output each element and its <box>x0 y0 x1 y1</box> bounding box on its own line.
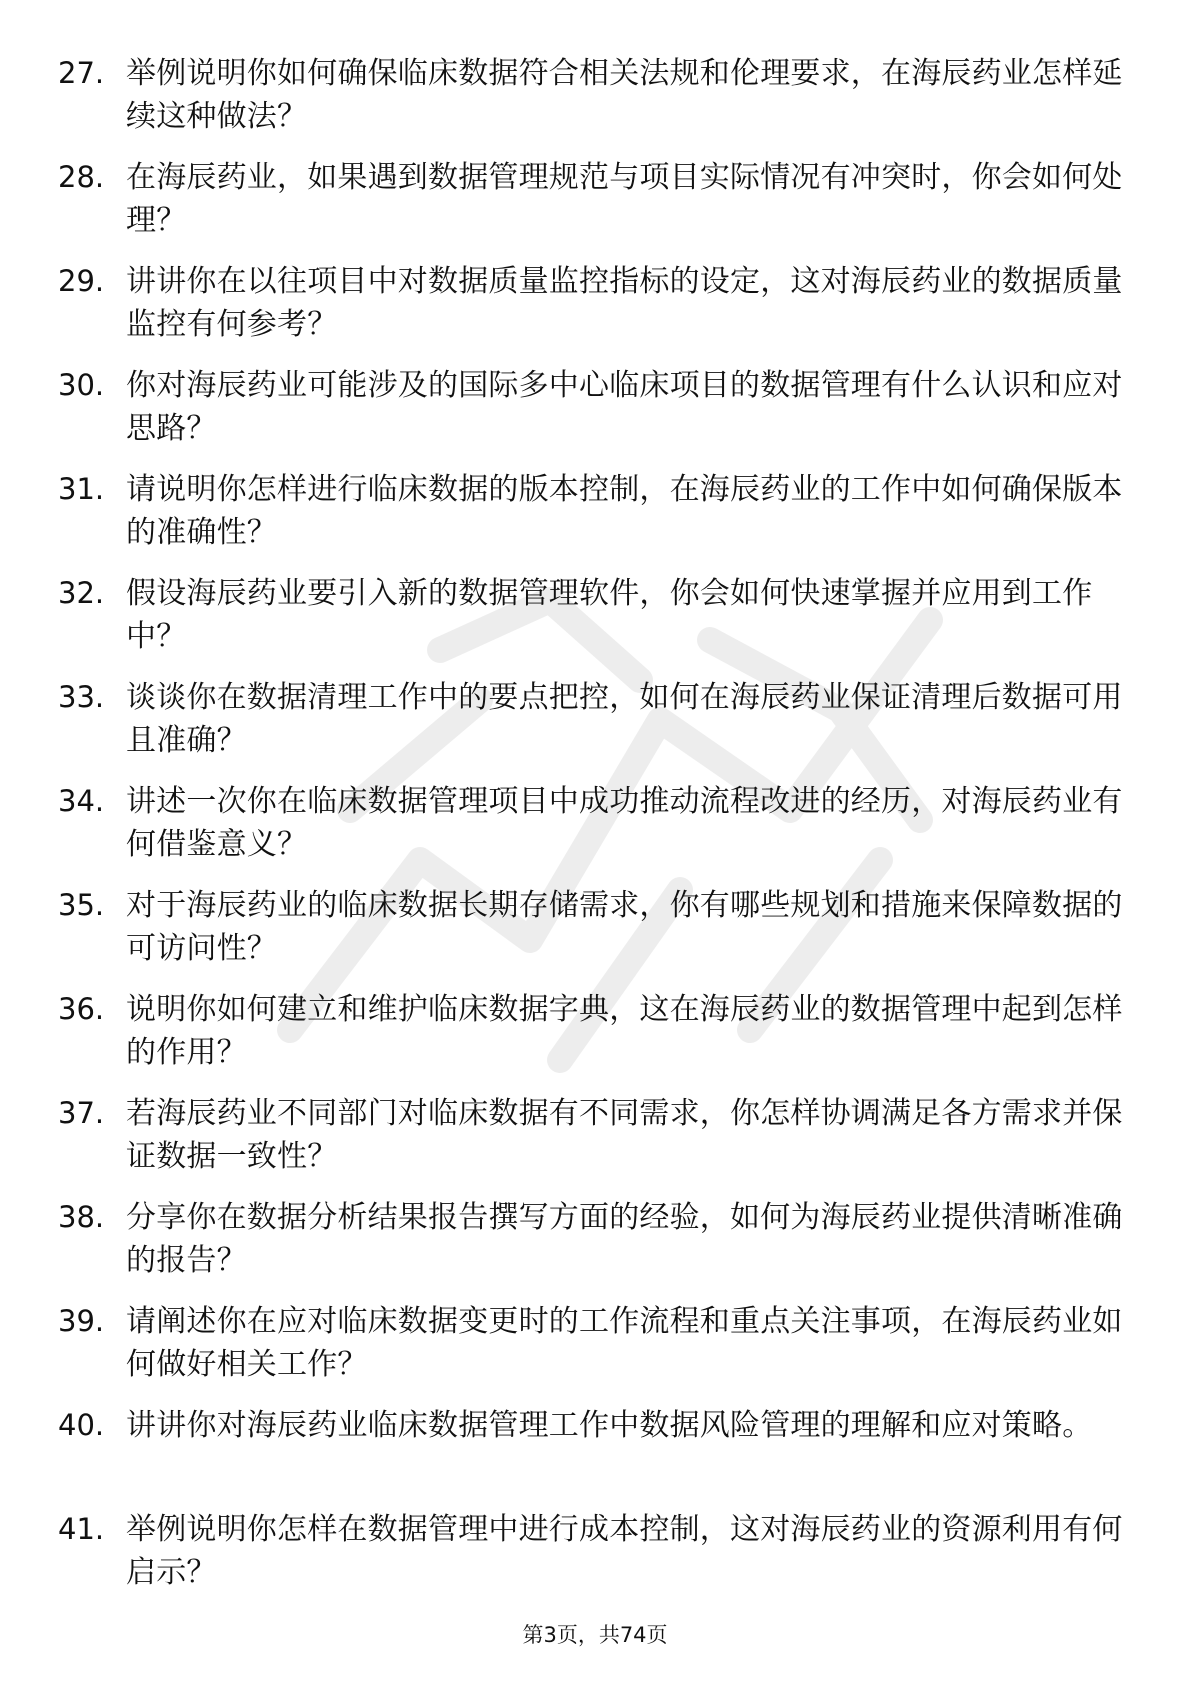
question-number: 38. <box>58 1200 105 1234</box>
question-number: 40. <box>58 1408 105 1442</box>
question-number: 36. <box>58 992 105 1026</box>
question-number: 41. <box>58 1512 105 1546</box>
question-text: 讲讲你在以往项目中对数据质量监控指标的设定，这对海辰药业的数据质量监控有何参考？ <box>126 264 1123 342</box>
question-text: 谈谈你在数据清理工作中的要点把控，如何在海辰药业保证清理后数据可用且准确？ <box>126 680 1123 758</box>
question-item-27 <box>58 52 1130 156</box>
question-number: 29. <box>58 264 105 298</box>
question-text: 讲讲你对海辰药业临床数据管理工作中数据风险管理的理解和应对策略。 <box>126 1408 1093 1443</box>
question-text: 对于海辰药业的临床数据长期存储需求，你有哪些规划和措施来保障数据的可访问性？ <box>126 888 1123 966</box>
question-text: 在海辰药业，如果遇到数据管理规范与项目实际情况有冲突时，你会如何处理？ <box>126 160 1123 238</box>
question-text: 分享你在数据分析结果报告撰写方面的经验，如何为海辰药业提供清晰准确的报告？ <box>126 1200 1123 1278</box>
question-number: 32. <box>58 576 105 610</box>
question-item-34 <box>58 780 1130 884</box>
question-item-41 <box>58 1508 1130 1612</box>
question-number: 35. <box>58 888 105 922</box>
question-number: 28. <box>58 160 105 194</box>
question-item-35 <box>58 884 1130 988</box>
question-text: 举例说明你怎样在数据管理中进行成本控制，这对海辰药业的资源利用有何启示？ <box>126 1512 1123 1590</box>
question-item-31 <box>58 468 1130 572</box>
question-item-28 <box>58 156 1130 260</box>
question-item-29 <box>58 260 1130 364</box>
question-number: 37. <box>58 1096 105 1130</box>
question-text: 说明你如何建立和维护临床数据字典，这在海辰药业的数据管理中起到怎样的作用？ <box>126 992 1123 1070</box>
question-number: 30. <box>58 368 105 402</box>
question-text: 若海辰药业不同部门对临床数据有不同需求，你怎样协调满足各方需求并保证数据一致性？ <box>126 1096 1123 1174</box>
question-text: 请阐述你在应对临床数据变更时的工作流程和重点关注事项，在海辰药业如何做好相关工作？ <box>126 1304 1123 1382</box>
question-item-32 <box>58 572 1130 676</box>
question-list <box>58 52 1130 1612</box>
question-text: 讲述一次你在临床数据管理项目中成功推动流程改进的经历，对海辰药业有何借鉴意义？ <box>126 784 1123 862</box>
question-item-37 <box>58 1092 1130 1196</box>
question-item-30 <box>58 364 1130 468</box>
question-number: 33. <box>58 680 105 714</box>
question-number: 27. <box>58 56 105 90</box>
question-item-38 <box>58 1196 1130 1300</box>
question-text: 举例说明你如何确保临床数据符合相关法规和伦理要求，在海辰药业怎样延续这种做法？ <box>126 56 1123 134</box>
question-item-40 <box>58 1404 1130 1508</box>
question-item-39 <box>58 1300 1130 1404</box>
page-number-label: 第3页，共74页 <box>522 1623 668 1647</box>
question-number: 34. <box>58 784 105 818</box>
question-item-33 <box>58 676 1130 780</box>
page-footer <box>0 1620 1190 1650</box>
question-text: 假设海辰药业要引入新的数据管理软件，你会如何快速掌握并应用到工作中？ <box>126 576 1093 654</box>
question-text: 你对海辰药业可能涉及的国际多中心临床项目的数据管理有什么认识和应对思路？ <box>126 368 1123 446</box>
question-number: 39. <box>58 1304 105 1338</box>
question-item-36 <box>58 988 1130 1092</box>
question-number: 31. <box>58 472 105 506</box>
question-text: 请说明你怎样进行临床数据的版本控制，在海辰药业的工作中如何确保版本的准确性？ <box>126 472 1123 550</box>
